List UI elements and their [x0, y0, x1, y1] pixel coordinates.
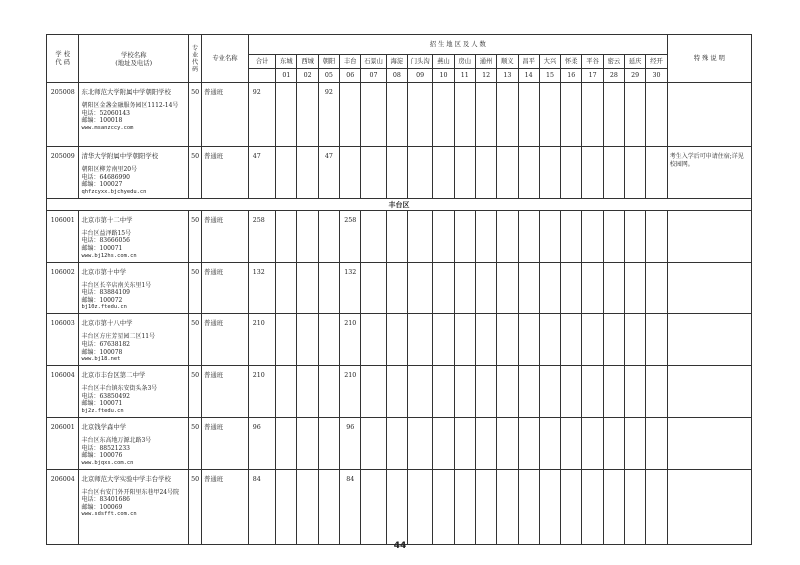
district-header-name: 怀柔 — [561, 55, 582, 69]
district-count-cell — [318, 469, 339, 544]
special-note-cell — [667, 262, 751, 314]
total-cell: 210 — [248, 366, 275, 418]
total-cell: 258 — [248, 210, 275, 262]
district-count-cell — [475, 469, 496, 544]
header-major-name: 专业名称 — [202, 35, 249, 83]
district-count-cell — [297, 469, 318, 544]
district-count-cell — [433, 210, 454, 262]
district-count-cell — [433, 366, 454, 418]
plan-code-cell: 50 — [188, 469, 201, 544]
district-header-name: 海淀 — [386, 55, 407, 69]
district-count-cell — [646, 366, 667, 418]
district-header-code: 11 — [454, 69, 475, 83]
plan-code-cell: 50 — [188, 210, 201, 262]
school-postcode: 邮编：100071 — [81, 400, 123, 408]
enrollment-table — [46, 34, 752, 545]
district-count-cell — [475, 210, 496, 262]
district-header-code: 13 — [497, 69, 518, 83]
district-count-cell — [539, 83, 560, 147]
school-address: 丰台区丰台镇东安街头条3号 — [81, 385, 158, 393]
district-count-cell — [497, 417, 518, 469]
district-count-cell — [497, 262, 518, 314]
district-header-code: 16 — [561, 69, 582, 83]
district-count-cell — [361, 210, 386, 262]
school-postcode: 邮编：100018 — [81, 117, 123, 125]
total-cell: 84 — [248, 469, 275, 544]
district-count-cell — [433, 262, 454, 314]
school-name: 北京钱学森中学 — [81, 422, 127, 431]
district-header-code: 10 — [433, 69, 454, 83]
school-address: 朝阳区金盏金融服务园区1112-14号 — [81, 102, 179, 109]
school-website: www.sdsfft.com.cn — [81, 511, 137, 518]
district-count-cell — [539, 469, 560, 544]
special-note-cell — [667, 83, 751, 147]
district-count-cell — [297, 210, 318, 262]
special-note-cell — [667, 469, 751, 544]
district-count-cell — [625, 262, 646, 314]
district-count-cell: 210 — [340, 314, 361, 366]
school-code-cell: 206004 — [47, 469, 79, 544]
district-count-cell — [603, 83, 624, 147]
district-count-cell — [497, 366, 518, 418]
district-count-cell — [603, 469, 624, 544]
district-count-cell — [539, 366, 560, 418]
district-header-code: 29 — [625, 69, 646, 83]
school-name: 清华大学附属中学朝阳学校 — [81, 152, 159, 160]
district-count-cell — [408, 83, 433, 147]
header-major-code: 专业代码 — [188, 35, 201, 83]
district-header-name: 朝阳 — [318, 55, 339, 69]
special-note-cell: 考生入学后可申请住宿;详见校园网。 — [667, 147, 751, 199]
school-info-cell — [79, 417, 189, 469]
district-count-cell — [408, 366, 433, 418]
special-note-cell — [667, 417, 751, 469]
total-cell: 96 — [248, 417, 275, 469]
district-header-code: 05 — [318, 69, 339, 83]
school-info-cell — [79, 262, 189, 314]
district-count-cell — [276, 83, 297, 147]
school-phone: 电话：83666056 — [81, 237, 130, 245]
school-phone: 电话：63850492 — [81, 392, 130, 400]
district-count-cell — [454, 366, 475, 418]
district-count-cell — [646, 210, 667, 262]
district-header-name: 东城 — [276, 55, 297, 69]
district-count-cell — [297, 262, 318, 314]
district-count-cell — [603, 210, 624, 262]
header-school-code: 学 校 代 码 — [47, 35, 79, 83]
school-address: 丰台区方庄芳星园二区11号 — [81, 333, 156, 341]
school-website: bj2z.ftedu.cn — [81, 407, 124, 414]
district-header-code: 06 — [340, 69, 361, 83]
district-header-name: 平谷 — [582, 55, 603, 69]
district-header-name: 西城 — [297, 55, 318, 69]
school-website: www.bj18.net — [81, 356, 121, 363]
district-count-cell — [539, 262, 560, 314]
total-cell: 47 — [248, 147, 275, 199]
district-header-code: 28 — [603, 69, 624, 83]
district-count-cell — [408, 314, 433, 366]
school-phone: 电话：88521233 — [81, 444, 130, 452]
school-code-cell: 206001 — [47, 417, 79, 469]
district-count-cell: 132 — [340, 262, 361, 314]
district-header-code: 15 — [539, 69, 560, 83]
major-name-cell: 普通班 — [202, 314, 249, 366]
district-count-cell — [386, 262, 407, 314]
plan-code-cell: 50 — [188, 366, 201, 418]
district-header-name: 延庆 — [625, 55, 646, 69]
district-header-name: 石景山 — [361, 55, 386, 69]
school-postcode: 邮编：100076 — [81, 452, 123, 460]
school-website: bj10z.ftedu.cn — [81, 304, 127, 311]
school-website: www.bjqxs.com.cn — [81, 459, 134, 466]
district-count-cell — [276, 366, 297, 418]
district-count-cell — [625, 210, 646, 262]
district-count-cell — [276, 210, 297, 262]
district-count-cell — [475, 366, 496, 418]
district-count-cell — [561, 210, 582, 262]
school-postcode: 邮编：100027 — [81, 181, 123, 189]
district-count-cell — [386, 417, 407, 469]
district-count-cell — [475, 83, 496, 147]
school-code-cell: 205009 — [47, 147, 79, 199]
district-count-cell — [276, 147, 297, 199]
district-count-cell — [497, 314, 518, 366]
district-count-cell — [408, 469, 433, 544]
district-count-cell — [361, 83, 386, 147]
school-name: 北京市第十八中学 — [81, 319, 133, 328]
district-count-cell — [603, 262, 624, 314]
school-phone: 电话：83884109 — [81, 289, 130, 297]
district-count-cell — [561, 147, 582, 199]
district-count-cell — [539, 210, 560, 262]
district-count-cell — [603, 417, 624, 469]
district-count-cell — [361, 262, 386, 314]
district-count-cell — [433, 147, 454, 199]
district-count-cell — [318, 210, 339, 262]
table-row — [47, 83, 752, 147]
district-count-cell — [497, 469, 518, 544]
section-heading-fengtai: 丰台区 — [47, 198, 752, 210]
district-header-name: 门头沟 — [408, 55, 433, 69]
district-header-code: 02 — [297, 69, 318, 83]
district-count-cell — [646, 314, 667, 366]
district-count-cell — [276, 262, 297, 314]
school-info-cell — [79, 147, 189, 199]
major-name-cell: 普通班 — [202, 210, 249, 262]
district-count-cell — [340, 83, 361, 147]
table-row — [47, 314, 752, 366]
district-count-cell — [454, 417, 475, 469]
district-header-code — [248, 69, 275, 83]
district-count-cell — [361, 314, 386, 366]
district-count-cell — [561, 262, 582, 314]
district-count-cell — [603, 366, 624, 418]
school-address: 丰台区益泽路15号 — [81, 229, 132, 237]
district-count-cell — [646, 469, 667, 544]
major-name-cell: 普通班 — [202, 469, 249, 544]
district-header-name: 大兴 — [539, 55, 560, 69]
district-count-cell — [361, 366, 386, 418]
plan-code-cell: 50 — [188, 314, 201, 366]
plan-code-cell: 50 — [188, 262, 201, 314]
district-count-cell — [518, 262, 539, 314]
district-count-cell: 92 — [318, 83, 339, 147]
district-count-cell — [454, 83, 475, 147]
district-count-cell — [386, 83, 407, 147]
district-count-cell — [625, 314, 646, 366]
school-info-cell — [79, 366, 189, 418]
district-count-cell — [454, 147, 475, 199]
district-count-cell: 47 — [318, 147, 339, 199]
header-region-title: 招 生 地 区 及 人 数 — [248, 35, 667, 55]
district-header-name: 丰台 — [340, 55, 361, 69]
table-row — [47, 262, 752, 314]
district-header-code: 30 — [646, 69, 667, 83]
school-info-cell — [79, 469, 189, 544]
special-note-cell — [667, 210, 751, 262]
school-info-cell — [79, 83, 189, 147]
table-row — [47, 366, 752, 418]
district-header-name: 合计 — [248, 55, 275, 69]
major-name-cell: 普通班 — [202, 147, 249, 199]
district-count-cell — [539, 147, 560, 199]
district-count-cell — [561, 83, 582, 147]
district-header-name: 通州 — [475, 55, 496, 69]
district-count-cell — [318, 262, 339, 314]
district-count-cell — [646, 83, 667, 147]
school-postcode: 邮编：100071 — [81, 244, 123, 252]
district-count-cell — [433, 314, 454, 366]
school-postcode: 邮编：100069 — [81, 503, 123, 511]
school-phone: 电话：83401686 — [81, 496, 130, 504]
school-phone: 电话：67638182 — [81, 340, 130, 348]
district-count-cell — [518, 83, 539, 147]
district-count-cell — [582, 366, 603, 418]
school-website: qhfzcyxx.bjchyedu.cn — [81, 188, 147, 195]
district-header-name: 房山 — [454, 55, 475, 69]
district-count-cell — [646, 262, 667, 314]
major-name-cell: 普通班 — [202, 262, 249, 314]
school-info-cell — [79, 314, 189, 366]
district-count-cell — [603, 314, 624, 366]
district-count-cell — [386, 147, 407, 199]
district-header-name: 密云 — [603, 55, 624, 69]
special-note-cell — [667, 366, 751, 418]
district-count-cell — [408, 147, 433, 199]
district-count-cell — [539, 417, 560, 469]
district-count-cell — [475, 417, 496, 469]
school-name: 北京市丰台区第二中学 — [81, 371, 146, 380]
district-count-cell — [475, 314, 496, 366]
table-row — [47, 210, 752, 262]
district-count-cell — [408, 210, 433, 262]
district-count-cell: 84 — [340, 469, 361, 544]
district-header-code: 08 — [386, 69, 407, 83]
district-count-cell — [561, 314, 582, 366]
school-info-cell — [79, 210, 189, 262]
school-code-cell: 106001 — [47, 210, 79, 262]
district-header-code: 07 — [361, 69, 386, 83]
district-count-cell — [582, 314, 603, 366]
district-header-code: 14 — [518, 69, 539, 83]
school-name: 北京市第十二中学 — [81, 215, 133, 224]
district-header-name: 燕山 — [433, 55, 454, 69]
school-postcode: 邮编：100072 — [81, 296, 123, 304]
district-count-cell: 210 — [340, 366, 361, 418]
district-count-cell — [386, 469, 407, 544]
district-count-cell — [561, 366, 582, 418]
district-count-cell — [518, 314, 539, 366]
header-note: 特 殊 说 明 — [667, 35, 751, 83]
district-count-cell — [518, 366, 539, 418]
district-count-cell — [454, 314, 475, 366]
total-cell: 210 — [248, 314, 275, 366]
district-count-cell — [539, 314, 560, 366]
school-website: www.bj12hs.com.cn — [81, 252, 137, 259]
district-count-cell — [625, 366, 646, 418]
district-count-cell — [625, 417, 646, 469]
district-count-cell — [603, 147, 624, 199]
school-address: 丰台区右安门外开阳里东巷甲24号院 — [81, 488, 180, 496]
district-count-cell — [318, 314, 339, 366]
district-count-cell: 258 — [340, 210, 361, 262]
district-count-cell — [454, 262, 475, 314]
district-count-cell — [582, 417, 603, 469]
district-count-cell — [361, 417, 386, 469]
district-header-code: 01 — [276, 69, 297, 83]
school-phone: 电话：64686990 — [81, 173, 130, 181]
table-row — [47, 417, 752, 469]
district-count-cell — [582, 83, 603, 147]
school-code-cell: 106003 — [47, 314, 79, 366]
major-name-cell: 普通班 — [202, 366, 249, 418]
district-count-cell — [408, 417, 433, 469]
district-count-cell — [454, 469, 475, 544]
page-number: 44 — [393, 541, 407, 551]
district-count-cell — [386, 366, 407, 418]
school-code-cell: 106004 — [47, 366, 79, 418]
school-address: 丰台区东高地万源北路3号 — [81, 436, 152, 444]
district-count-cell — [276, 417, 297, 469]
district-count-cell — [408, 262, 433, 314]
table-row — [47, 147, 752, 199]
enrollment-table-page — [46, 34, 752, 545]
district-count-cell — [646, 417, 667, 469]
district-count-cell — [518, 469, 539, 544]
district-count-cell — [582, 210, 603, 262]
district-count-cell — [297, 147, 318, 199]
district-count-cell — [318, 417, 339, 469]
school-address: 朝阳区柳芳南里20号 — [81, 166, 138, 173]
school-postcode: 邮编：100078 — [81, 348, 123, 356]
table-row — [47, 469, 752, 544]
plan-code-cell: 50 — [188, 147, 201, 199]
district-header-code: 09 — [408, 69, 433, 83]
district-count-cell — [361, 147, 386, 199]
district-count-cell — [625, 83, 646, 147]
district-count-cell — [475, 262, 496, 314]
school-name: 北京市第十中学 — [81, 267, 127, 276]
school-name: 东北师范大学附属中学朝阳学校 — [81, 88, 171, 96]
district-count-cell — [340, 147, 361, 199]
school-code-cell: 205008 — [47, 83, 79, 147]
district-count-cell — [625, 147, 646, 199]
district-count-cell — [497, 147, 518, 199]
district-count-cell — [497, 83, 518, 147]
district-count-cell — [318, 366, 339, 418]
major-name-cell: 普通班 — [202, 417, 249, 469]
district-count-cell — [297, 314, 318, 366]
district-header-code: 12 — [475, 69, 496, 83]
school-phone: 电话：52060143 — [81, 109, 130, 117]
total-cell: 132 — [248, 262, 275, 314]
district-count-cell — [518, 147, 539, 199]
school-name: 北京师范大学实验中学丰台学校 — [81, 474, 171, 483]
district-count-cell — [497, 210, 518, 262]
district-count-cell — [433, 469, 454, 544]
major-name-cell: 普通班 — [202, 83, 249, 147]
district-count-cell — [276, 314, 297, 366]
school-code-cell: 106002 — [47, 262, 79, 314]
district-count-cell — [386, 314, 407, 366]
district-count-cell — [386, 210, 407, 262]
district-count-cell — [518, 417, 539, 469]
district-count-cell — [582, 147, 603, 199]
district-count-cell — [276, 469, 297, 544]
school-address: 丰台区长辛店南关东里1号 — [81, 281, 152, 289]
district-count-cell — [518, 210, 539, 262]
district-count-cell — [297, 83, 318, 147]
plan-code-cell: 50 — [188, 83, 201, 147]
district-count-cell — [433, 417, 454, 469]
district-count-cell — [625, 469, 646, 544]
school-website: www.msanzccy.com — [81, 124, 134, 131]
district-count-cell — [297, 366, 318, 418]
district-header-name: 昌平 — [518, 55, 539, 69]
district-count-cell — [582, 469, 603, 544]
special-note-cell — [667, 314, 751, 366]
district-header-name: 顺义 — [497, 55, 518, 69]
district-count-cell — [454, 210, 475, 262]
district-count-cell: 96 — [340, 417, 361, 469]
district-header-name: 经开 — [646, 55, 667, 69]
district-count-cell — [297, 417, 318, 469]
district-count-cell — [646, 147, 667, 199]
district-count-cell — [582, 262, 603, 314]
total-cell: 92 — [248, 83, 275, 147]
district-header-code: 17 — [582, 69, 603, 83]
header-school-name: 学校名称 (地址及电话) — [79, 35, 189, 83]
district-count-cell — [561, 469, 582, 544]
district-count-cell — [475, 147, 496, 199]
district-count-cell — [361, 469, 386, 544]
district-count-cell — [561, 417, 582, 469]
plan-code-cell: 50 — [188, 417, 201, 469]
district-count-cell — [433, 83, 454, 147]
